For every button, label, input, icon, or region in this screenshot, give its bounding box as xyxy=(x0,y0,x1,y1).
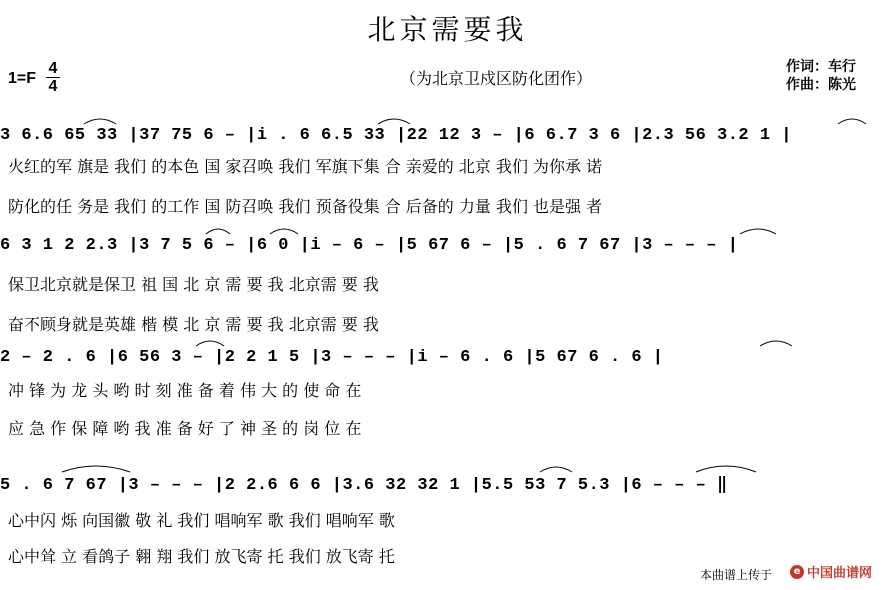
composer-credit: 作曲：陈光 xyxy=(786,77,856,93)
lyric-line-2-verse-2: 奋不顾身就是英雄 楷 模 北 京 需 要 我 北京需 要 我 xyxy=(8,315,379,334)
upload-note: 本曲谱上传于 xyxy=(700,568,773,582)
slur-arc xyxy=(196,341,224,346)
dedication-subtitle: （为北京卫戍区防化团作） xyxy=(400,69,593,88)
slur-arc xyxy=(378,119,410,124)
slur-arc xyxy=(62,466,130,472)
notation-line-2: 6 3 1 2 2.3 |3 7 5 6 – |6 0 |i – 6 – |5 67 6 – |5 . 6 7 67 |3 – – – | xyxy=(0,236,739,255)
song-title: 北京需要我 xyxy=(367,13,528,46)
key-signature: 1=F xyxy=(8,70,37,87)
notation-line-1: 3 6.6 65 33 |37 75 6 – |i . 6 6.5 33 |22 12 3 – |6 6.7 3 6 |2.3 56 3.2 1 | xyxy=(0,126,792,145)
lyric-line-4-verse-1: 心中闪 烁 向国徽 敬 礼 我们 唱响军 歌 我们 唱响军 歌 xyxy=(8,511,395,530)
lyric-line-3-verse-1: 冲 锋 为 龙 头 哟 时 刻 准 备 着 伟 大 的 使 命 在 xyxy=(8,381,362,400)
slur-arc xyxy=(838,119,866,124)
slur-arc xyxy=(206,229,230,234)
slur-arc xyxy=(740,229,776,234)
slur-arc xyxy=(84,119,116,124)
slur-arc xyxy=(760,341,792,346)
lyric-line-1-verse-1: 火红的军 旗是 我们 的本色 国 家召唤 我们 军旗下集 合 亲爱的 北京 我们 为你承 诺 xyxy=(8,157,603,176)
site-logo[interactable] xyxy=(790,562,872,581)
lyric-line-3-verse-2: 应 急 作 保 障 哟 我 准 备 好 了 神 圣 的 岗 位 在 xyxy=(8,419,362,438)
time-signature-top: 4 xyxy=(48,60,58,77)
notation-line-3: 2 – 2 . 6 |6 56 3 – |2 2 1 5 |3 – – – |i – 6 . 6 |5 67 6 . 6 | xyxy=(0,348,664,367)
time-signature-bottom: 4 xyxy=(46,77,60,95)
lyric-line-4-verse-2: 心中耸 立 看鸽子 翱 翔 我们 放飞寄 托 我们 放飞寄 托 xyxy=(8,547,395,566)
slur-arc xyxy=(270,229,298,234)
lyric-line-1-verse-2: 防化的任 务是 我们 的工作 国 防召唤 我们 预备役集 合 后备的 力量 我们 也是强 者 xyxy=(8,197,603,216)
lyric-line-2-verse-1: 保卫北京就是保卫 祖 国 北 京 需 要 我 北京需 要 我 xyxy=(8,275,379,294)
site-logo-icon: e xyxy=(790,565,804,579)
slur-arc xyxy=(696,466,756,472)
site-name: 中国曲谱网 xyxy=(807,566,873,581)
lyricist-credit: 作词：车行 xyxy=(786,59,856,75)
slur-arc xyxy=(540,467,572,472)
notation-line-4: 5 . 6 7 67 |3 – – – |2 2.6 6 6 |3.6 32 32 1 |5.5 53 7 5.3 |6 – – – ‖ xyxy=(0,476,728,495)
